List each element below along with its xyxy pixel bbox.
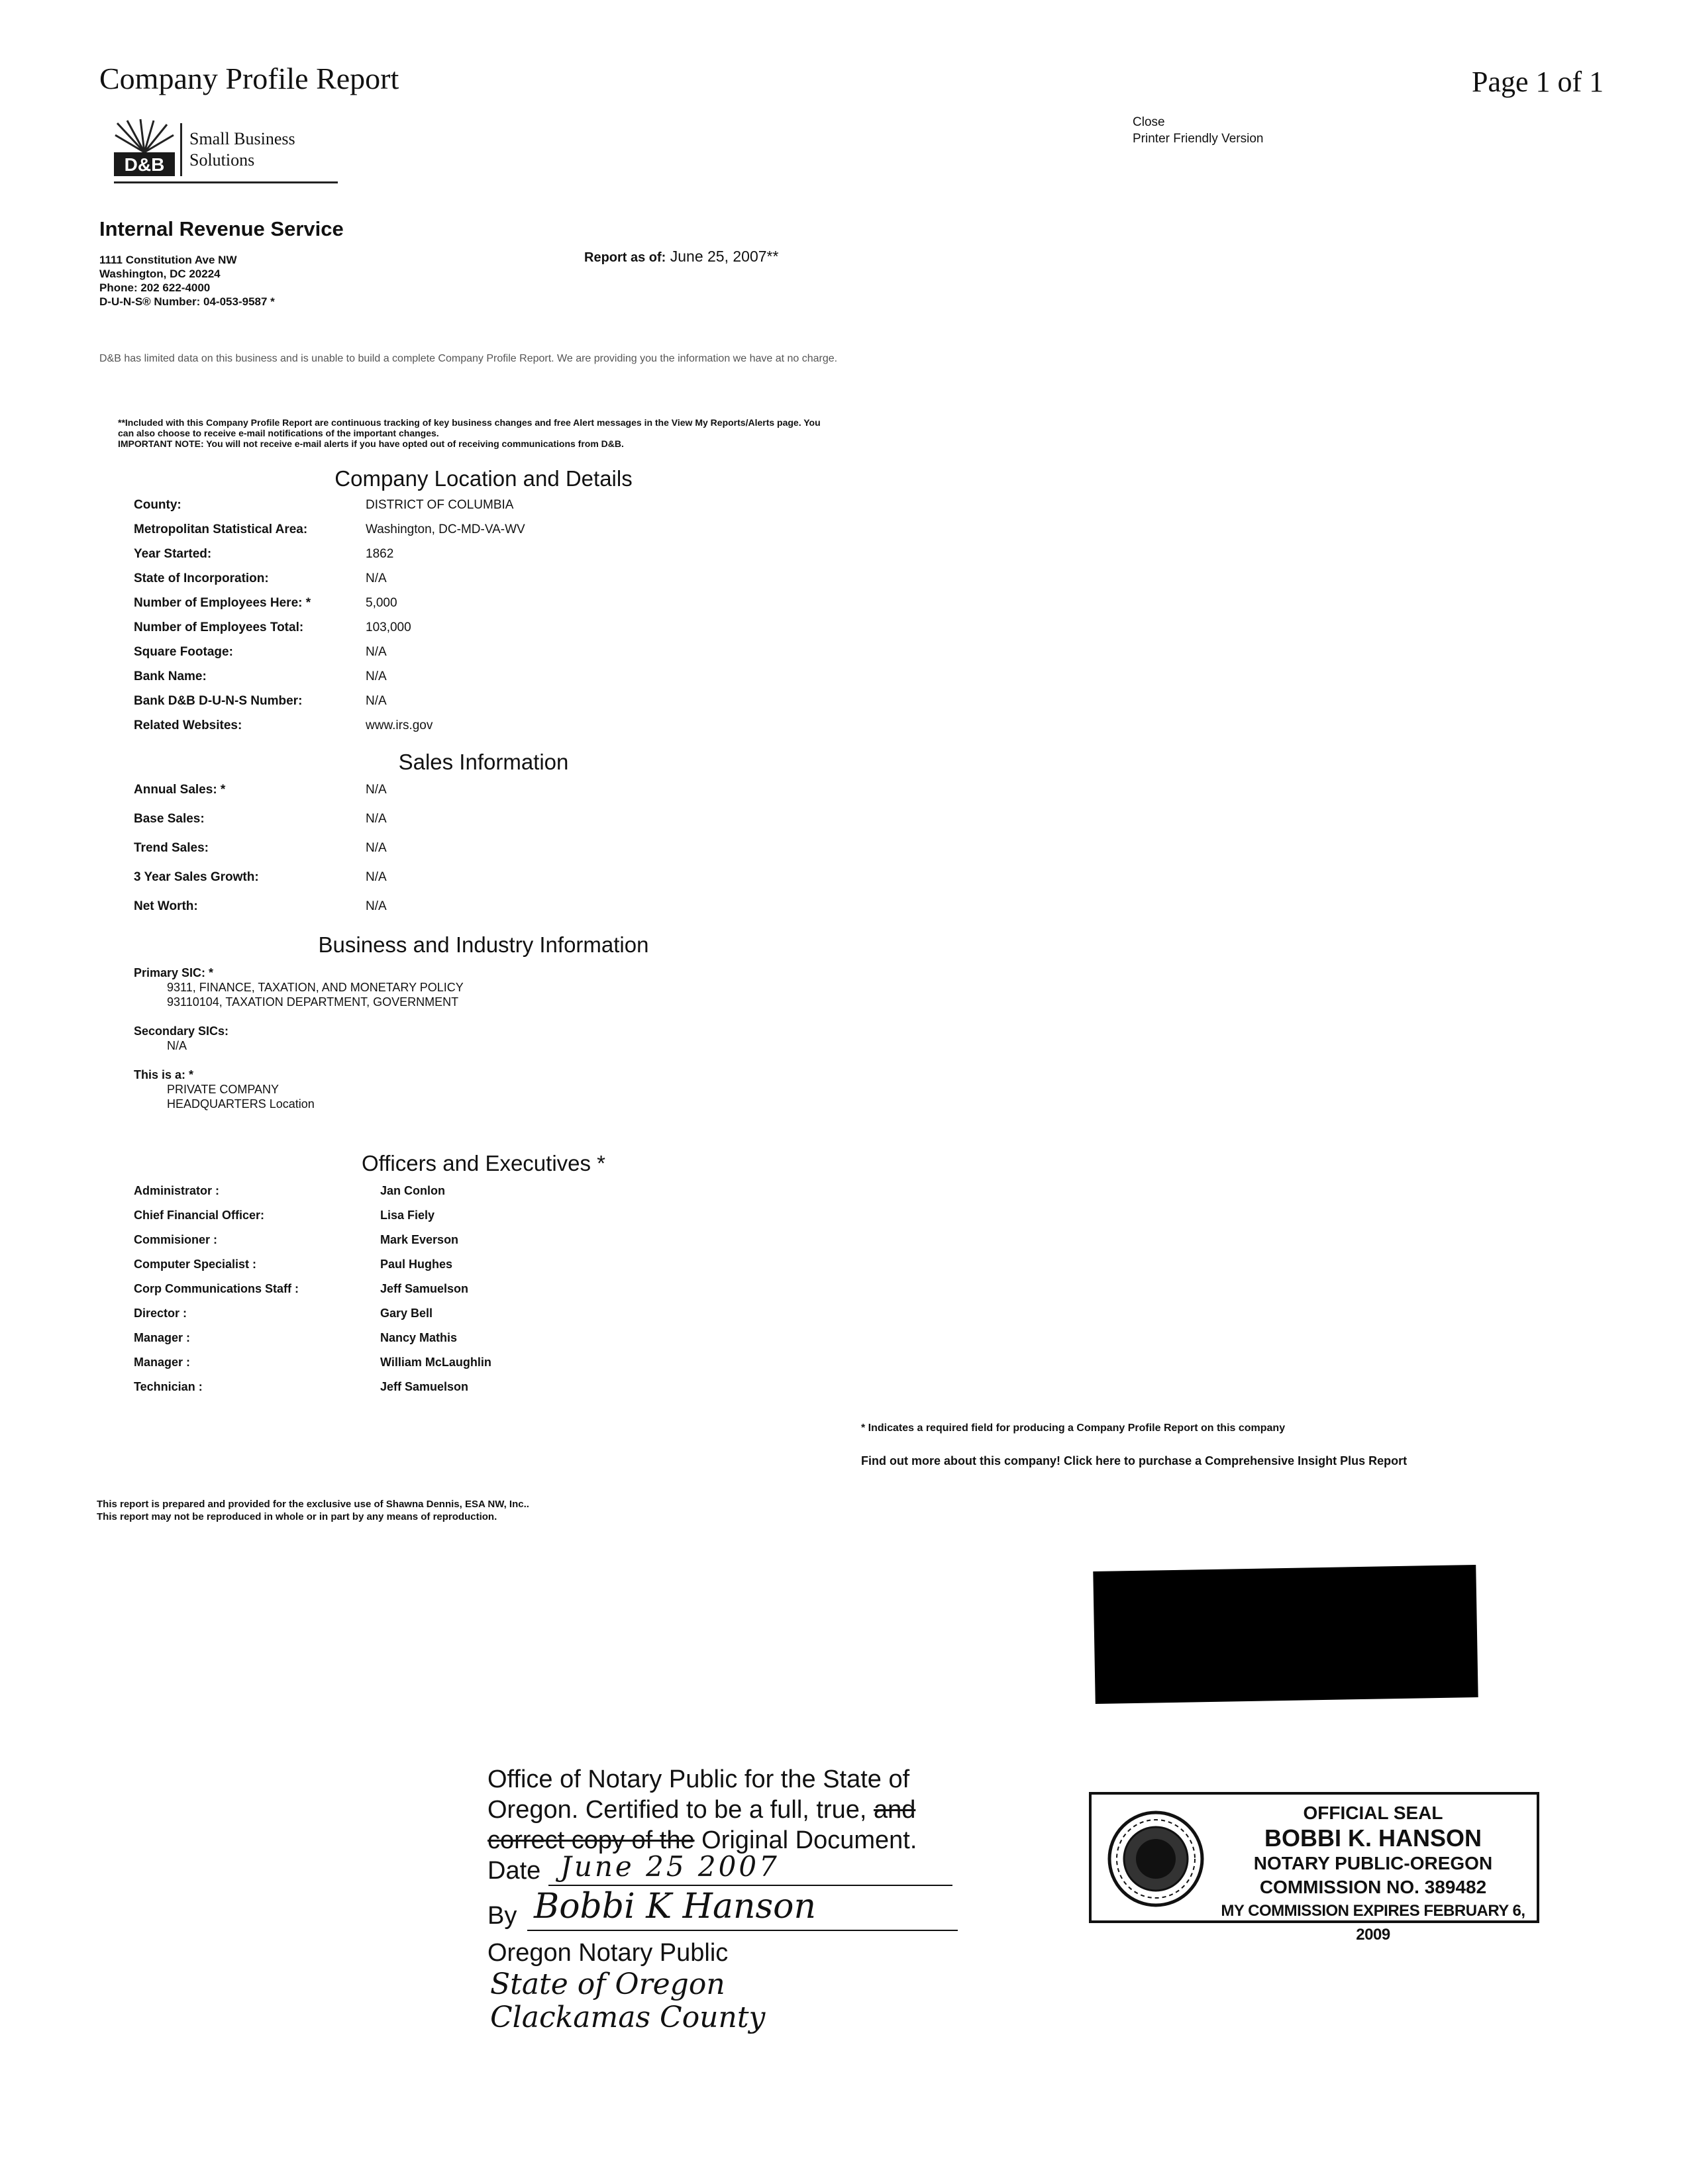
location-row bbox=[134, 596, 730, 620]
duns-number: D-U-N-S® Number: 04-053-9587 * bbox=[99, 295, 275, 308]
row-label: State of Incorporation: bbox=[134, 571, 269, 585]
header-links bbox=[1133, 114, 1263, 147]
officer-row bbox=[134, 1209, 730, 1233]
logo-line1: Small Business bbox=[189, 129, 295, 148]
dnb-logo bbox=[114, 118, 338, 184]
phone: Phone: 202 622-4000 bbox=[99, 281, 211, 294]
row-value: N/A bbox=[366, 645, 387, 659]
report-date: June 25, 2007** bbox=[670, 248, 779, 265]
notary-line3: Original Document. bbox=[701, 1826, 917, 1854]
secondary-sic-label: Secondary SICs: bbox=[134, 1024, 229, 1038]
sales-row bbox=[134, 783, 664, 812]
primary-sic-label: Primary SIC: * bbox=[134, 966, 214, 979]
row-value: N/A bbox=[366, 870, 387, 884]
officer-name: Paul Hughes bbox=[380, 1258, 453, 1271]
sales-table bbox=[134, 783, 664, 928]
report-date-line bbox=[584, 248, 778, 266]
date-label: Date bbox=[487, 1857, 541, 1885]
officer-title: Manager : bbox=[134, 1356, 191, 1369]
row-label: Year Started: bbox=[134, 547, 212, 561]
row-label: Metropolitan Statistical Area: bbox=[134, 522, 308, 536]
this-is-2: HEADQUARTERS Location bbox=[167, 1097, 315, 1111]
notary-signature: Bobbi K Hanson bbox=[534, 1887, 816, 1926]
officer-row bbox=[134, 1380, 730, 1405]
seal-expires: MY COMMISSION EXPIRES FEBRUARY 6, 2009 bbox=[1221, 1902, 1525, 1944]
seal-title: NOTARY PUBLIC-OREGON bbox=[1253, 1853, 1493, 1873]
notary-struck-text: correct copy of the bbox=[487, 1826, 695, 1854]
redaction-block bbox=[1093, 1565, 1478, 1704]
location-row bbox=[134, 620, 730, 645]
page-indicator: Page 1 of 1 bbox=[1472, 66, 1604, 98]
primary-sic-1: 9311, FINANCE, TAXATION, AND MONETARY POLICY bbox=[167, 981, 464, 994]
officer-name: Mark Everson bbox=[380, 1233, 459, 1246]
location-row bbox=[134, 498, 730, 522]
this-is-1: PRIVATE COMPANY bbox=[167, 1083, 280, 1096]
this-is-label: This is a: * bbox=[134, 1068, 194, 1081]
officer-name: Jeff Samuelson bbox=[380, 1380, 469, 1393]
officer-name: Jan Conlon bbox=[380, 1184, 445, 1197]
sales-row bbox=[134, 870, 664, 899]
location-row bbox=[134, 645, 730, 670]
officers-section-title: Officers and Executives * bbox=[361, 1151, 606, 1175]
notary-line2: Oregon. Certified to be a full, true, bbox=[487, 1796, 867, 1824]
officers-table bbox=[134, 1184, 730, 1405]
find-out-text: Find out more about this company! bbox=[861, 1454, 1060, 1467]
row-value: N/A bbox=[366, 841, 387, 855]
officer-name: Nancy Mathis bbox=[380, 1331, 458, 1344]
address-line1: 1111 Constitution Ave NW bbox=[99, 254, 237, 266]
officer-row bbox=[134, 1258, 730, 1282]
row-value: DISTRICT OF COLUMBIA bbox=[366, 498, 514, 512]
row-value: N/A bbox=[366, 694, 387, 708]
tracking-note-2: IMPORTANT NOTE: You will not receive e-mail alerts if you have opted out of receiving communications from D&B. bbox=[118, 438, 624, 449]
officer-row bbox=[134, 1282, 730, 1307]
seal-name: BOBBI K. HANSON bbox=[1264, 1824, 1482, 1852]
purchase-report-link[interactable]: Click here to purchase a Comprehensive Insight Plus Report bbox=[1064, 1454, 1408, 1467]
officer-row bbox=[134, 1307, 730, 1331]
state-seal-icon bbox=[1106, 1809, 1205, 1909]
primary-sic-2: 93110104, TAXATION DEPARTMENT, GOVERNMENT bbox=[167, 995, 459, 1009]
row-value: 103,000 bbox=[366, 620, 411, 634]
row-value: N/A bbox=[366, 812, 387, 826]
close-link[interactable]: Close bbox=[1133, 115, 1165, 129]
row-value: N/A bbox=[366, 783, 387, 797]
sales-row bbox=[134, 899, 664, 928]
officer-title: Administrator : bbox=[134, 1184, 220, 1197]
seal-commission: COMMISSION NO. 389482 bbox=[1259, 1877, 1487, 1897]
location-row bbox=[134, 547, 730, 571]
limited-data-note: D&B has limited data on this business and is unable to build a complete Company Profile Report. We are providing you the information we have at no charge. bbox=[99, 353, 838, 364]
row-value: Washington, DC-MD-VA-WV bbox=[366, 522, 525, 536]
logo-underline bbox=[114, 181, 338, 183]
officer-row bbox=[134, 1184, 730, 1209]
required-field-note: * Indicates a required field for producing a Company Profile Report on this company bbox=[861, 1422, 1286, 1434]
sales-row bbox=[134, 841, 664, 870]
row-label: 3 Year Sales Growth: bbox=[134, 870, 259, 884]
row-label: Annual Sales: * bbox=[134, 783, 226, 797]
row-label: Bank D&B D-U-N-S Number: bbox=[134, 694, 303, 708]
notary-line1: Office of Notary Public for the State of bbox=[487, 1765, 910, 1793]
location-row bbox=[134, 670, 730, 694]
row-label: Base Sales: bbox=[134, 812, 205, 826]
handwritten-date: June 25 2007 bbox=[560, 1850, 780, 1883]
location-row bbox=[134, 522, 730, 547]
row-value: N/A bbox=[366, 670, 387, 683]
row-label: Number of Employees Here: * bbox=[134, 596, 311, 610]
officer-title: Director : bbox=[134, 1307, 187, 1320]
location-section-title: Company Location and Details bbox=[334, 466, 633, 491]
logo-mark: D&B bbox=[124, 154, 165, 175]
logo-divider bbox=[180, 123, 182, 176]
row-value: 5,000 bbox=[366, 596, 397, 610]
sunburst-icon bbox=[114, 118, 175, 177]
sales-row bbox=[134, 812, 664, 841]
report-date-label: Report as of: bbox=[584, 250, 666, 265]
company-address bbox=[99, 253, 275, 309]
row-value: N/A bbox=[366, 899, 387, 913]
location-row bbox=[134, 571, 730, 596]
row-label: Number of Employees Total: bbox=[134, 620, 304, 634]
report-title: Company Profile Report bbox=[99, 62, 399, 95]
tracking-note bbox=[118, 417, 833, 449]
secondary-sic-value: N/A bbox=[167, 1039, 187, 1052]
industry-block bbox=[134, 966, 464, 1111]
officer-name: Gary Bell bbox=[380, 1307, 433, 1320]
notary-certification bbox=[487, 1764, 964, 2034]
disclaimer-1: This report is prepared and provided for the exclusive use of Shawna Dennis, ESA NW, Inc.. bbox=[97, 1499, 529, 1510]
officer-row bbox=[134, 1331, 730, 1356]
row-label: Related Websites: bbox=[134, 719, 242, 732]
officer-row bbox=[134, 1233, 730, 1258]
officer-name: Jeff Samuelson bbox=[380, 1282, 469, 1295]
row-label: Net Worth: bbox=[134, 899, 198, 913]
purchase-line bbox=[861, 1454, 1407, 1468]
officer-title: Chief Financial Officer: bbox=[134, 1209, 265, 1222]
row-label: Square Footage: bbox=[134, 645, 233, 659]
disclaimer-2: This report may not be reproduced in whole or in part by any means of reproduction. bbox=[97, 1511, 497, 1522]
seal-heading: OFFICIAL SEAL bbox=[1303, 1803, 1443, 1823]
official-seal bbox=[1089, 1792, 1539, 1944]
officer-title: Manager : bbox=[134, 1331, 191, 1344]
by-label: By bbox=[487, 1902, 517, 1930]
officer-row bbox=[134, 1356, 730, 1380]
notary-role: Oregon Notary Public bbox=[487, 1939, 729, 1967]
website-link[interactable]: www.irs.gov bbox=[366, 719, 433, 732]
location-row bbox=[134, 719, 730, 743]
logo-line2: Solutions bbox=[189, 150, 255, 170]
officer-title: Commisioner : bbox=[134, 1233, 218, 1246]
handwritten-county: Clackamas County bbox=[490, 2001, 766, 2034]
officer-title: Computer Specialist : bbox=[134, 1258, 257, 1271]
tracking-note-1: **Included with this Company Profile Report are continuous tracking of key business changes and free Alert messages in the View My Reports/Alerts page. You can also choose to receive e-mail notifications of the important changes. bbox=[118, 417, 821, 438]
disclaimer bbox=[97, 1498, 529, 1523]
officer-name: William McLaughlin bbox=[380, 1356, 491, 1369]
officer-name: Lisa Fiely bbox=[380, 1209, 435, 1222]
sales-section-title: Sales Information bbox=[398, 750, 569, 774]
address-line2: Washington, DC 20224 bbox=[99, 268, 221, 280]
industry-section-title: Business and Industry Information bbox=[318, 932, 649, 957]
handwritten-state: State of Oregon bbox=[490, 1967, 725, 2001]
row-label: County: bbox=[134, 498, 181, 512]
company-name: Internal Revenue Service bbox=[99, 217, 344, 240]
officer-title: Corp Communications Staff : bbox=[134, 1282, 299, 1295]
notary-struck-and: and bbox=[873, 1796, 916, 1824]
row-value: N/A bbox=[366, 571, 387, 585]
location-table bbox=[134, 498, 730, 743]
row-value: 1862 bbox=[366, 547, 394, 561]
location-row bbox=[134, 694, 730, 719]
printer-friendly-link[interactable]: Printer Friendly Version bbox=[1133, 132, 1264, 146]
row-label: Bank Name: bbox=[134, 670, 207, 683]
row-label: Trend Sales: bbox=[134, 841, 209, 855]
officer-title: Technician : bbox=[134, 1380, 203, 1393]
